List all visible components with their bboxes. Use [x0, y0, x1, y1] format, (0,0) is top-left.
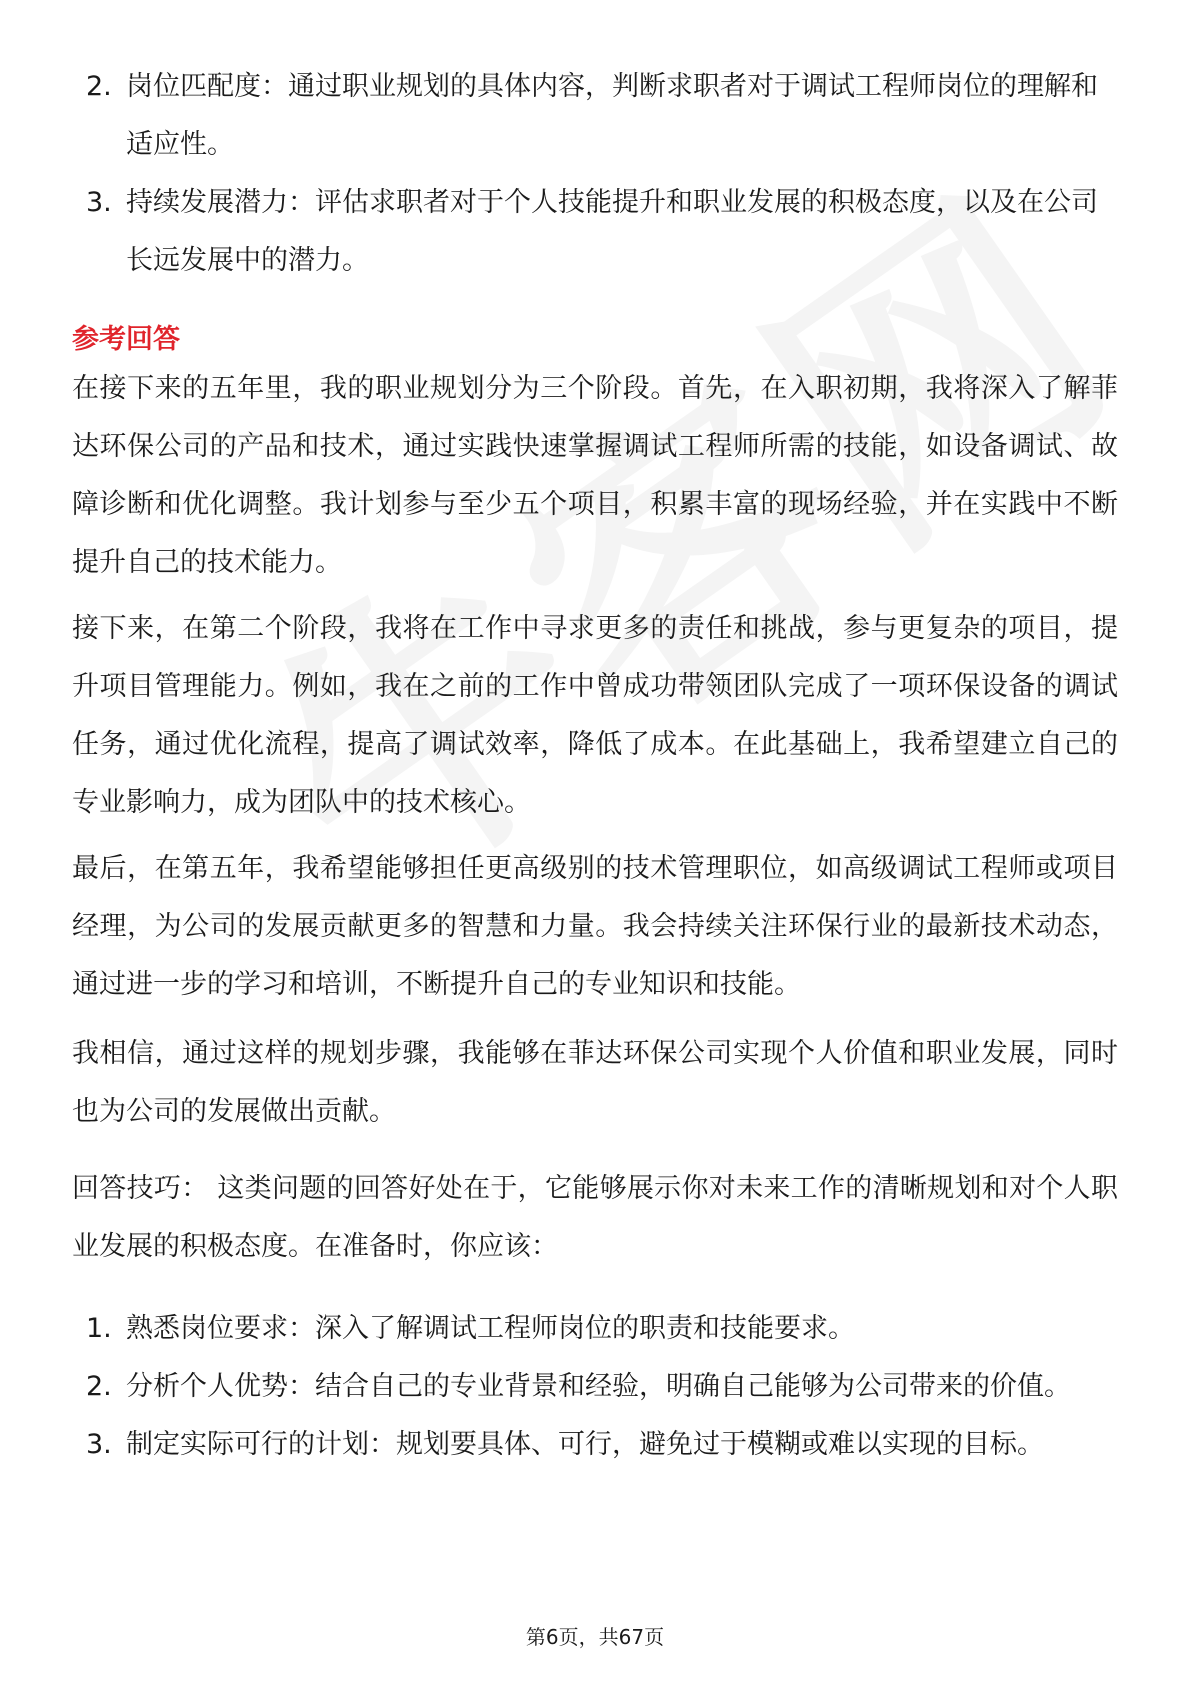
- answer-paragraph-2: 接下来，在第二个阶段，我将在工作中寻求更多的责任和挑战，参与更复杂的项目，提升项目管理能力。例如，我在之前的工作中曾成功带领团队完成了一项环保设备的调试任务，通过优化流程，提高了调试效率，降低了成本。在此基础上，我希望建立自己的专业影响力，成为团队中的技术核心。: [72, 613, 1118, 818]
- criteria-list-top: [0, 58, 1190, 290]
- tips-list: [0, 1300, 1190, 1474]
- list-item-text: 熟悉岗位要求：深入了解调试工程师岗位的职责和技能要求。: [126, 1313, 855, 1344]
- list-number: 2.: [86, 1371, 112, 1402]
- list-item-text: 制定实际可行的计划：规划要具体、可行，避免过于模糊或难以实现的目标。: [126, 1429, 1044, 1460]
- tips-paragraph: 回答技巧： 这类问题的回答好处在于，它能够展示你对未来工作的清晰规划和对个人职业发展的积极态度。在准备时，你应该：: [72, 1173, 1118, 1262]
- page-number-footer: 第6页，共67页: [525, 1625, 665, 1649]
- list-item: [0, 1358, 1190, 1416]
- list-item: [0, 1416, 1190, 1474]
- list-number: 1.: [86, 1313, 112, 1344]
- list-number: 3.: [86, 187, 112, 218]
- answer-paragraph-1: 在接下来的五年里，我的职业规划分为三个阶段。首先，在入职初期，我将深入了解菲达环保公司的产品和技术，通过实践快速掌握调试工程师所需的技能，如设备调试、故障诊断和优化调整。我计划参与至少五个项目，积累丰富的现场经验，并在实践中不断提升自己的技术能力。: [72, 373, 1118, 578]
- list-item-text: 持续发展潜力：评估求职者对于个人技能提升和职业发展的积极态度，以及在公司长远发展中的潜力。: [126, 187, 1098, 276]
- answer-paragraph-4: 我相信，通过这样的规划步骤，我能够在菲达环保公司实现个人价值和职业发展，同时也为公司的发展做出贡献。: [72, 1038, 1118, 1127]
- list-number: 3.: [86, 1429, 112, 1460]
- list-item-text: 岗位匹配度：通过职业规划的具体内容，判断求职者对于调试工程师岗位的理解和适应性。: [126, 71, 1098, 160]
- list-item: [0, 174, 1190, 290]
- answer-paragraph-3: 最后，在第五年，我希望能够担任更高级别的技术管理职位，如高级调试工程师或项目经理，为公司的发展贡献更多的智慧和力量。我会持续关注环保行业的最新技术动态，通过进一步的学习和培训，不断提升自己的专业知识和技能。: [72, 853, 1118, 1000]
- section-heading: 参考回答: [72, 324, 180, 355]
- list-number: 2.: [86, 71, 112, 102]
- list-item: [0, 1300, 1190, 1358]
- list-item: [0, 58, 1190, 174]
- list-item-text: 分析个人优势：结合自己的专业背景和经验，明确自己能够为公司带来的价值。: [126, 1371, 1071, 1402]
